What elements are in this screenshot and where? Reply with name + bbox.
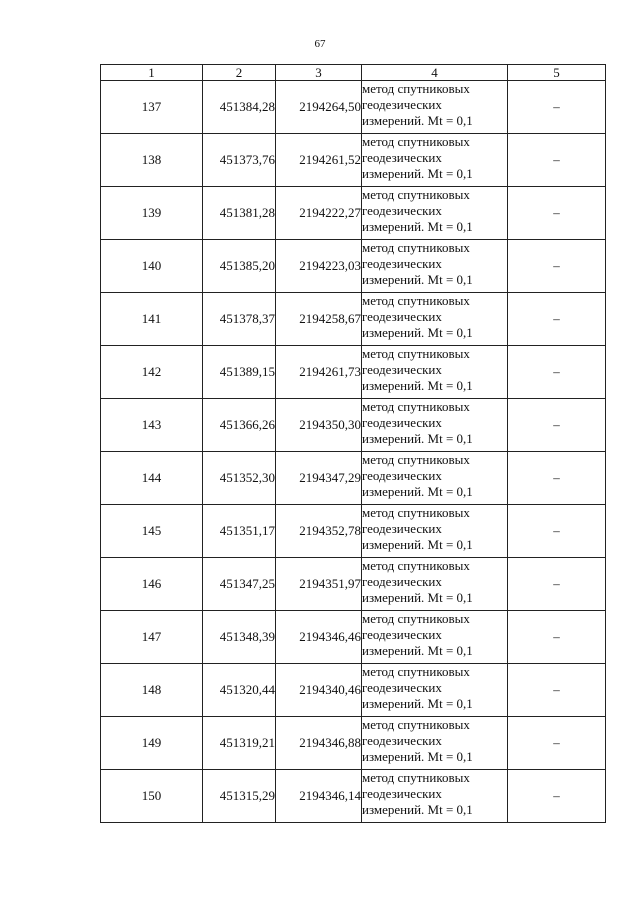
method-line-2: геодезических [362,468,442,483]
point-number: 146 [101,558,203,611]
method-line-3: измерений. Mt = 0,1 [362,590,473,605]
column-header-5: 5 [508,65,606,81]
method-line-2: геодезических [362,680,442,695]
method-line-1: метод спутниковых [362,399,470,414]
method-line-2: геодезических [362,521,442,536]
method-line-2: геодезических [362,415,442,430]
method-line-3: измерений. Mt = 0,1 [362,749,473,764]
method-line-3: измерений. Mt = 0,1 [362,166,473,181]
column-5-value: – [508,134,606,187]
point-number: 143 [101,399,203,452]
table-row [101,717,606,770]
point-number: 148 [101,664,203,717]
method-description [362,346,508,399]
method-description [362,611,508,664]
method-line-1: метод спутниковых [362,187,470,202]
table-header-row [101,65,606,81]
method-description [362,505,508,558]
column-header-4: 4 [362,65,508,81]
method-line-3: измерений. Mt = 0,1 [362,643,473,658]
method-line-3: измерений. Mt = 0,1 [362,272,473,287]
table-body [101,81,606,823]
point-number: 142 [101,346,203,399]
column-5-value: – [508,558,606,611]
coordinate-y: 2194340,46 [276,664,362,717]
coordinate-x: 451348,39 [203,611,276,664]
coordinate-y: 2194223,03 [276,240,362,293]
coordinate-x: 451315,29 [203,770,276,823]
table-row [101,293,606,346]
column-5-value: – [508,187,606,240]
coordinates-table [100,64,606,823]
method-line-3: измерений. Mt = 0,1 [362,696,473,711]
method-line-1: метод спутниковых [362,558,470,573]
method-line-1: метод спутниковых [362,240,470,255]
coordinate-y: 2194346,14 [276,770,362,823]
method-description [362,187,508,240]
table-row [101,770,606,823]
coordinate-y: 2194346,88 [276,717,362,770]
coordinate-x: 451347,25 [203,558,276,611]
column-5-value: – [508,770,606,823]
column-header-2: 2 [203,65,276,81]
method-line-1: метод спутниковых [362,81,470,96]
method-description [362,293,508,346]
method-description [362,452,508,505]
point-number: 150 [101,770,203,823]
method-line-2: геодезических [362,97,442,112]
method-line-1: метод спутниковых [362,664,470,679]
method-line-2: геодезических [362,627,442,642]
method-line-3: измерений. Mt = 0,1 [362,325,473,340]
column-5-value: – [508,346,606,399]
coordinate-x: 451381,28 [203,187,276,240]
method-line-3: измерений. Mt = 0,1 [362,802,473,817]
column-5-value: – [508,293,606,346]
point-number: 138 [101,134,203,187]
method-line-3: измерений. Mt = 0,1 [362,484,473,499]
coordinate-x: 451366,26 [203,399,276,452]
coordinate-y: 2194347,29 [276,452,362,505]
column-5-value: – [508,505,606,558]
method-line-2: геодезических [362,362,442,377]
coordinate-x: 451378,37 [203,293,276,346]
coordinate-y: 2194222,27 [276,187,362,240]
column-5-value: – [508,452,606,505]
coordinate-x: 451319,21 [203,717,276,770]
method-line-3: измерений. Mt = 0,1 [362,219,473,234]
method-line-1: метод спутниковых [362,134,470,149]
coordinate-x: 451389,15 [203,346,276,399]
method-line-3: измерений. Mt = 0,1 [362,378,473,393]
column-5-value: – [508,81,606,134]
method-line-3: измерений. Mt = 0,1 [362,113,473,128]
coordinate-y: 2194352,78 [276,505,362,558]
column-header-1: 1 [101,65,203,81]
method-line-2: геодезических [362,733,442,748]
method-line-1: метод спутниковых [362,611,470,626]
method-line-1: метод спутниковых [362,293,470,308]
coordinate-y: 2194351,97 [276,558,362,611]
point-number: 140 [101,240,203,293]
table-row [101,134,606,187]
table-row [101,558,606,611]
method-line-3: измерений. Mt = 0,1 [362,431,473,446]
column-5-value: – [508,399,606,452]
table-row [101,399,606,452]
coordinate-y: 2194261,52 [276,134,362,187]
point-number: 144 [101,452,203,505]
method-line-2: геодезических [362,786,442,801]
method-description [362,664,508,717]
table-row [101,505,606,558]
coordinate-x: 451385,20 [203,240,276,293]
method-line-2: геодезических [362,574,442,589]
column-header-3: 3 [276,65,362,81]
column-5-value: – [508,240,606,293]
method-line-1: метод спутниковых [362,770,470,785]
method-description [362,717,508,770]
table-row [101,240,606,293]
point-number: 147 [101,611,203,664]
method-description [362,399,508,452]
method-line-1: метод спутниковых [362,505,470,520]
column-5-value: – [508,664,606,717]
point-number: 139 [101,187,203,240]
coordinate-x: 451320,44 [203,664,276,717]
table-row [101,81,606,134]
coordinate-x: 451351,17 [203,505,276,558]
method-description [362,81,508,134]
coordinate-y: 2194261,73 [276,346,362,399]
point-number: 149 [101,717,203,770]
method-description [362,770,508,823]
method-line-2: геодезических [362,256,442,271]
method-line-2: геодезических [362,203,442,218]
coordinate-y: 2194258,67 [276,293,362,346]
coordinate-x: 451384,28 [203,81,276,134]
coordinate-x: 451373,76 [203,134,276,187]
point-number: 145 [101,505,203,558]
method-line-3: измерений. Mt = 0,1 [362,537,473,552]
method-description [362,134,508,187]
method-line-1: метод спутниковых [362,717,470,732]
coordinate-x: 451352,30 [203,452,276,505]
table-row [101,452,606,505]
coordinate-y: 2194264,50 [276,81,362,134]
coordinate-y: 2194346,46 [276,611,362,664]
point-number: 137 [101,81,203,134]
method-line-1: метод спутниковых [362,346,470,361]
page-number: 67 [314,38,326,50]
method-line-1: метод спутниковых [362,452,470,467]
coordinate-y: 2194350,30 [276,399,362,452]
method-line-2: геодезических [362,309,442,324]
table-row [101,346,606,399]
method-line-2: геодезических [362,150,442,165]
table-row [101,187,606,240]
table-row [101,664,606,717]
column-5-value: – [508,717,606,770]
table-row [101,611,606,664]
method-description [362,240,508,293]
method-description [362,558,508,611]
column-5-value: – [508,611,606,664]
point-number: 141 [101,293,203,346]
